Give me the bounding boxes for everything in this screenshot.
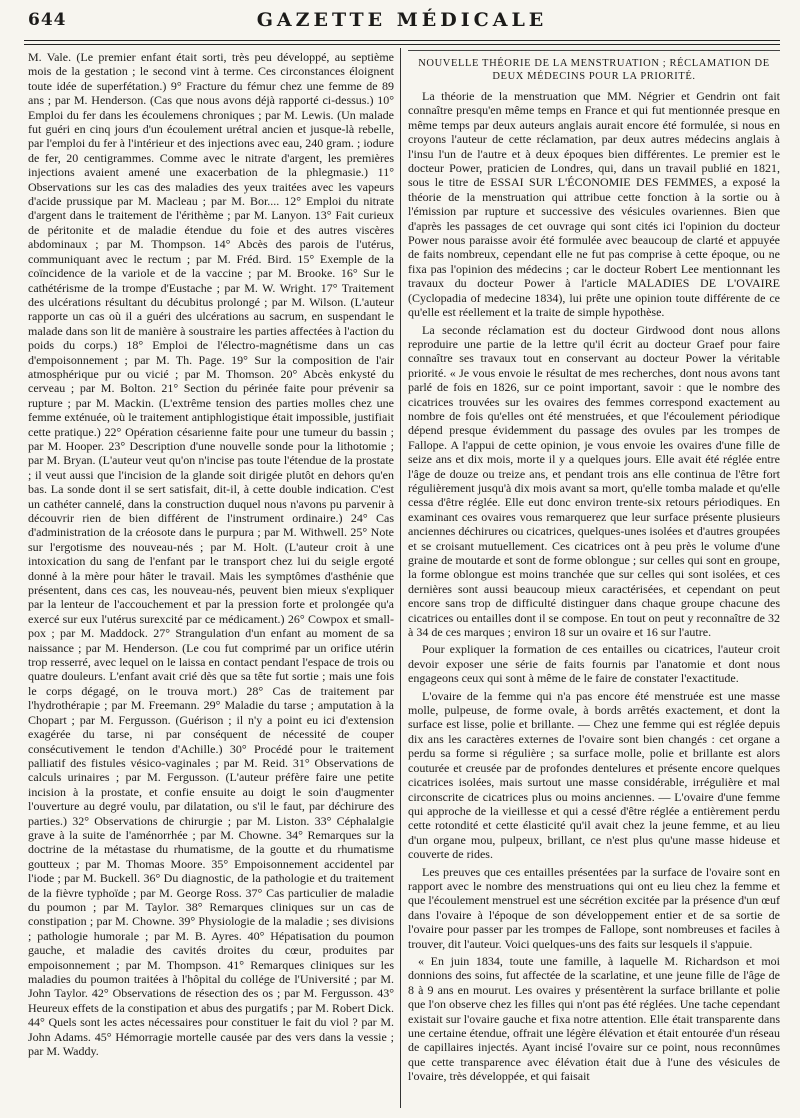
- header-rule-thin: [24, 44, 780, 45]
- header-rule: [24, 40, 780, 41]
- article-paragraph: Pour expliquer la formation de ces entailles ou cicatrices, l'auteur croit devoir exposer une série de faits fournis par l'anatomie et dont nous engageons ceux qui sont à même de le faire de constater l'exactitude.: [408, 642, 780, 686]
- left-column: [28, 50, 394, 1058]
- left-paragraph: M. Vale. (Le premier enfant était sorti, très peu développé, au septième mois de la gestation ; le second vint à terme. Ces circonstances éloignent toute idée de superfétation.) 9° Fracture du fémur chez une femme de 89 ans ; par M. Henderson. (Cas que nous avons déjà rapporté ci-dessus.) 10° Emploi du fer dans les écoulemens chroniques ; par M. Lewis. (Un malade fut guéri en cinq jours d'un écoulement urétral ancien et jusque-là rebelle, par l'emploi du fer à l'intérieur et des injections avec eau, 240 gram. ; iodure de fer, 20 centigrammes. Comme avec le nitrate d'argent, les premières injections avaient amené une exacerbation de la phlegmasie.) 11° Observations sur les cas des maladies des yeux traitées avec les vapeurs d'acide prussique par M. Macleau ; par M. Bor.... 12° Emploi du nitrate d'argent dans le traitement de l'érithème ; par M. Lanyon. 13° Fait curieux de péritonite et de maladie étendue du foie et des autres viscères abdominaux ; par M. Thompson. 14° Abcès des parois de l'utérus, communiquant avec le rectum ; par M. Fréd. Bird. 15° Exemple de la coïncidence de la variole et de la vaccine ; par M. Brooke. 16° Sur le cathétérisme de la trompe d'Eustache ; par M. W. Wright. 17° Traitement des ulcérations résultant du décubitus prolongé ; par M. Wilson. (L'auteur rapporte un cas où il a guéri des ulcérations au sacrum, en suspendant le malade dans son lit de manière à soustraire les parties affectées à l'action du poids du corps.) 18° Emploi de l'électro-magnétisme dans un cas d'empoisonnement ; par M. Th. Page. 19° Sur la composition de l'air atmosphérique pur ou vicié ; par M. Thomson. 20° Abcès enkysté du cerveau ; par M. Bolton. 21° Section du périnée faite pour prévenir sa rupture ; par M. Mackin. (L'extrême tension des parties molles chez une femme exténuée, où le traitement antiphlogistique était impossible, justifiait cette pratique.) 22° Opération césarienne faite pour une tumeur du bassin ; par M. Hooper. 23° Description d'une nouvelle sonde pour la lithotomie ; par M. Bryan. (L'auteur veut qu'on n'incise pas toute l'étendue de la prostate ; il veut aussi que l'incision de la glande soit dirigée plutôt en dehors qu'en bas. La sonde dont il se sert satisfait, dit-il, à cette double indication. C'est un cathéter cannelé, dans la construction duquel nous n'avons pu parvenir à découvrir rien de bien différent de l'instrument ordinaire.) 24° Cas d'administration de la créosote dans le purpura ; par M. Withwell. 25° Note sur l'ergotisme des nouveau-nés ; par M. Holt. (L'auteur croit à une intoxication du sang de l'enfant par le transport chez lui du seigle ergoté donné à la mère pour hâter le travail. Mais les symptômes d'asthénie que présentent, dans ces cas, les nouveau-nés, peuvent bien mieux s'expliquer par la lenteur de l'accouchement et par la pression forte et prolongée qu'a exercé sur eux l'utérus surexcité par ce médicament.) 26° Cowpox et small-pox ; par M. Maddock. 27° Strangulation d'un enfant au moment de sa naissance ; par M. Henderson. (Le cou fut comprimé par un orifice utérin trop resserré, avec lequel on le laissa en contact pendant l'espace de trois ou quatre douleurs. L'enfant avait crié dès que sa tête fut sortie ; mais une fois le corps dégagé, on le trouva mort.) 28° Cas de traitement par l'hydrothérapie ; par M. Freemann. 29° Maladie du tarse ; amputation à la Chopart ; par M. Fergusson. (Guérison ; il n'y a point eu ici d'extension exagérée du tarse, ni par conséquent de nécessité de couper consécutivement le tendon d'Achille.) 30° Procédé pour le traitement palliatif des fistules vésico-vaginales ; par M. Reid. 31° Observations de calculs urinaires ; par M. Fergusson. (L'auteur préfère faire une petite incision à la prostate, et confie ensuite au doigt le soin d'augmenter l'ouverture au degré voulu, par dilatation, ou s'il le faut, par déchirure des parties.) 32° Observations de chirurgie ; par M. Liston. 33° Céphalalgie grave à la suite de l'aménorrhée ; par M. Chowne. 34° Remarques sur la doctrine de la métastase du rhumatisme, de la goutte et du rhumatisme goutteux ; par M. Thomas Moore. 35° Empoisonnement accidentel par l'iode ; par M. Buckell. 36° Du diagnostic, de la pathologie et du traitement de la fièvre typhoïde ; par M. George Ross. 37° Cas particulier de maladie du poumon ; par M. Taylor. 38° Remarques cliniques sur un cas de constipation ; par M. Chowne. 39° Physiologie de la maladie ; ses divisions ; pathologie humorale ; par M. B. Ayres. 40° Hépatisation du poumon gauche, et maladie des cavités droites du cœur, produites par empoisonnement ; par M. Thompson. 41° Remarques cliniques sur les maladies du poumon traitées à l'hôpital du collége de l'Université ; par M. John Taylor. 42° Observations de résection des os ; par M. Fergusson. 43° Heureux effets de la constipation et abus des purgatifs ; par M. Robert Dick. 44° Quels sont les actes nécessaires pour constituer le fait du viol ? par M. John Adams. 45° Hémorragie mortelle causée par des vers dans la vessie ; par M. Waddy.: [28, 50, 394, 1059]
- article-paragraph: Les preuves que ces entailles présentées par la surface de l'ovaire sont en rapport avec le nombre des menstruations qui ont eu lieu chez la femme et que l'écoulement menstruel est une sécrétion excitée par la présence d'un œuf dans l'ovaire à l'époque de son développement entier et de sa sortie de l'ovaire pour passer par les trompes de Fallope, sont nombreuses et faciles à trouver, dit l'auteur. Voici quelques-uns des faits sur lesquels il s'appuie.: [408, 864, 780, 951]
- article-paragraph: La théorie de la menstruation que MM. Négrier et Gendrin ont fait connaître presqu'en même temps en France et qui fut mentionnée presque en même temps par deux auteurs anglais aurait encore été formulée, si nous en croyons l'auteur de cette réclamation, par deux autres médecins anglais à l'insu l'un de l'autre et à deux époques bien différentes. Le premier est le docteur Power, praticien de Londres, qui, dans un travail publié en 1821, sous le titre de ESSAI SUR L'ÉCONOMIE DES FEMMES, a exposé la théorie de la menstruation qui attribue cette fonction à la sortie ou à l'émission par rupture et successive des vésicules ovariennes. Bien que d'après les passages de cet ouvrage qui sont cités ici l'opinion du docteur Power nous paraisse avoir été formulée avec beaucoup de clarté et appuyée de faits nombreux, cependant elle ne fut pas comprise à cette époque, ou ne fixa pas l'opinion des médecins ; car le docteur Robert Lee mentionnant les travaux du docteur Power à l'article MALADIES DE L'OVAIRE (Cyclopadia of medecine 1834), lui prête une opinion toute différente de ce qu'elle est réellement et la traite de simple hypothèse.: [408, 89, 780, 320]
- page-number: 644: [28, 10, 67, 30]
- article-title: NOUVELLE THÉORIE DE LA MENSTRUATION ; RÉCLAMATION DE DEUX MÉDECINS POUR LA PRIORITÉ.: [408, 50, 780, 83]
- article-paragraph: La seconde réclamation est du docteur Girdwood dont nous allons reproduire une partie de la lettre qu'il écrit au docteur Graef pour faire connaître ses travaux tout en conservant au docteur Power la véritable priorité. « Je vous envoie le résultat de mes recherches, dont nous avons tant parlé de fois en 1826, sur ce point important, savoir : que le nombre des cicatrices trouvées sur les ovaires des femmes correspond exactement au nombre de fois qu'elles ont été menstruées, et que l'écoulement périodique dépend presque évidemment du passage des ovules par les trompes de Fallope. A l'appui de cette opinion, je vous envoie les ovaires d'une fille de seize ans et dix mois, morte il y a quelques jours. Elle avait été réglée entre l'âge de douze ou treize ans, et pendant trois ans elle continua de l'être fort régulièrement jusqu'à dix mois avant sa mort, qu'elle tomba malade et qu'elle cessa d'être réglée. Elle eut donc environ trente-six retours périodiques. En examinant ces ovaires vous remarquerez que leur surface présente plusieurs anciennes déchirures ou cicatrices, quelques-unes isolées et d'autres groupées et se croisant mutuellement. Ces cicatrices ont à peu près le volume d'une graine de moutarde et sont de forme oblongue ; sur celles qui sont en groupe, la forme oblongue est moins tranchée que sur celles qui sont isolées, et ces dernières sont aussi beaucoup mieux caractérisées, et cependant on peut encore sans trop de difficulté distinguer dans chaque groupe chacune des cicatrices ou entailles dont il se compose. En tout on peut y reconnaître de 32 à 34 de ces marques ; environ 18 sur un ovaire et 16 sur l'autre.: [408, 322, 780, 640]
- page-header: [24, 0, 780, 38]
- journal-title: GAZETTE MÉDICALE: [256, 9, 548, 31]
- article-paragraph: « En juin 1834, toute une famille, à laquelle M. Richardson et moi donnions des soins, fut affectée de la scarlatine, et une jeune fille de l'âge de 8 à 9 ans en mourut. Les ovaires y présentèrent la surface brillante et polie que l'on observe chez les filles qui n'ont pas été réglées. Une tache cependant existait sur l'ovaire gauche et fixa notre attention. Elle était transparente dans une certaine étendue, offrait une légère élévation et était entourée d'un réseau de capillaires injectés. Ayant incisé l'ovaire sur ce point, nous reconnûmes que cette transparence avec élévation était due à l'une des vésicules de l'ovaire, très développée, et qui faisait: [408, 953, 780, 1084]
- article-paragraph: L'ovaire de la femme qui n'a pas encore été menstruée est une masse molle, pulpeuse, de forme ovale, à bords arrêtés exactement, et dont la surface est lisse, polie et brillante. — Chez une femme qui est réglée depuis dix ans les caractères externes de l'ovaire sont bien changés : cet organe a perdu sa forme si régulière ; sa surface molle, polie et brillante est alors couturée et creusée par de profondes dentelures et présente encore quelques cicatrices isolées, mais surtout une masse considérable, irrégulière et mal circonscrite de cicatrices plus ou moins anciennes. — L'ovaire d'une femme qui approche de la vieillesse et qui a cessé d'être réglée a entièrement perdu cette rotondité et cette élasticité qu'il avait chez la jeune femme, et au lieu d'un organe mou, pulpeux, brillant, ce n'est plus qu'une masse hideuse et couverte de rides.: [408, 688, 780, 862]
- right-column: [408, 50, 780, 1084]
- column-divider: [400, 48, 401, 1108]
